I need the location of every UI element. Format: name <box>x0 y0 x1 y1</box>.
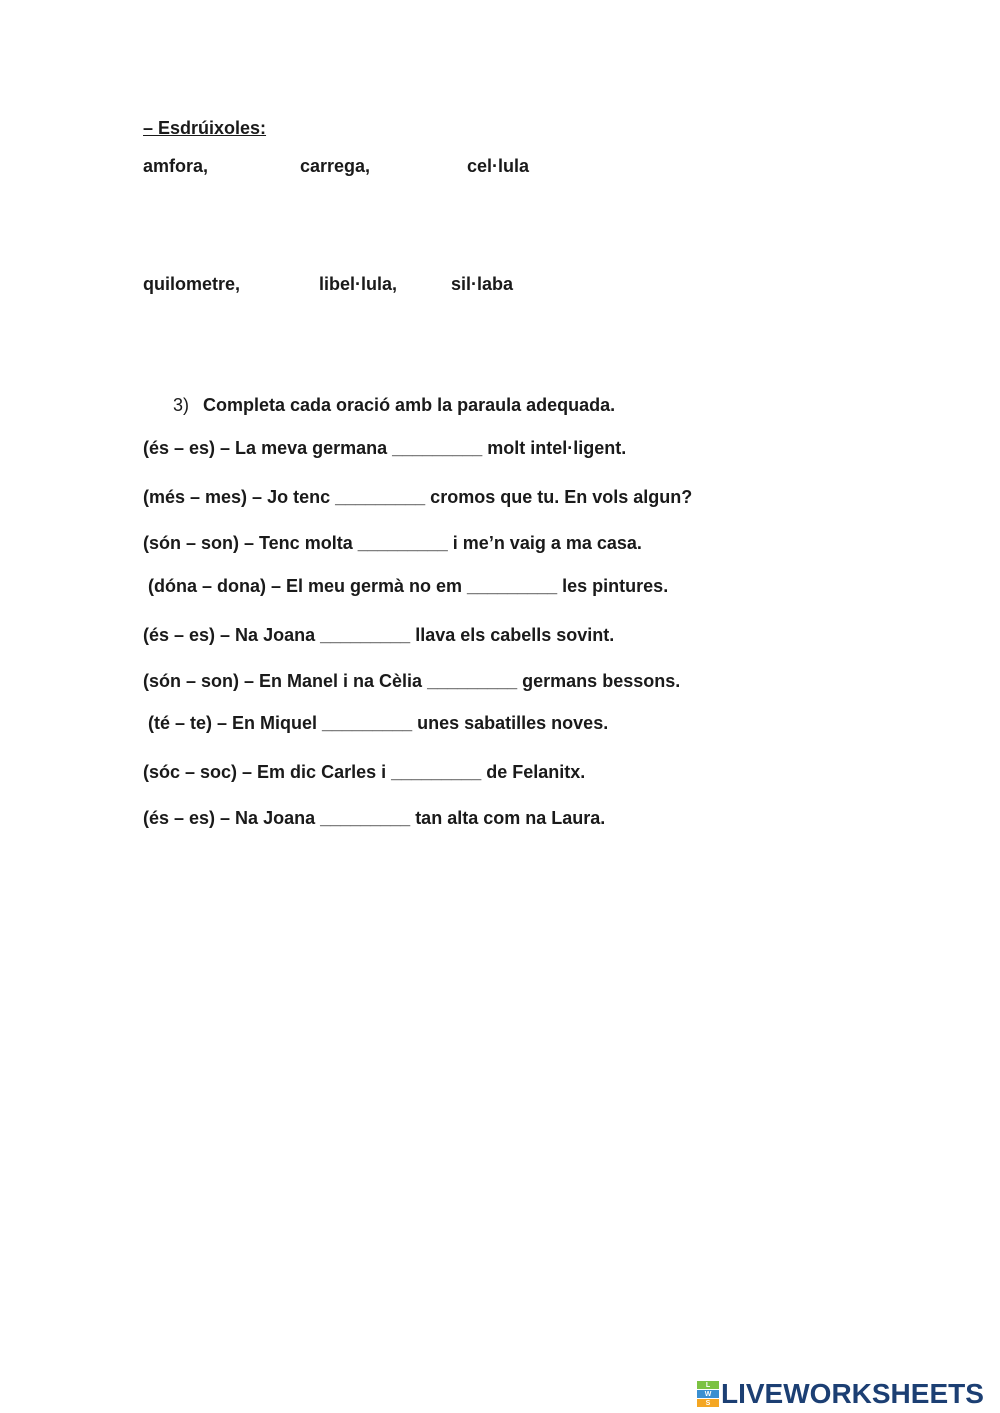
sentence-item: (són – son) – Tenc molta _________ i me’n vaig a ma casa. <box>143 533 642 553</box>
sentence-item: (és – es) – Na Joana _________ llava els cabells sovint. <box>143 625 615 645</box>
word-item: quilometre, <box>143 274 241 294</box>
sentence-item: (té – te) – En Miquel _________ unes sabatilles noves. <box>143 713 609 733</box>
sentence-item: (dóna – dona) – El meu germà no em _________ les pintures. <box>143 576 669 596</box>
word-item: amfora, <box>143 156 209 176</box>
sentence-item: (és – es) – La meva germana _________ molt intel·ligent. <box>143 438 627 458</box>
logo-letter: L <box>697 1381 719 1389</box>
sentence-item: (sóc – soc) – Em dic Carles i _________ de Felanitx. <box>143 762 586 782</box>
word-item: libel·lula, <box>319 274 398 294</box>
logo-letter: W <box>697 1390 719 1398</box>
sentence-item: (són – son) – En Manel i na Cèlia _________ germans bessons. <box>143 671 681 691</box>
liveworksheets-logo <box>697 1378 984 1410</box>
logo-mark-icon <box>697 1381 719 1407</box>
word-item: sil·laba <box>451 274 514 294</box>
logo-letter: S <box>697 1399 719 1407</box>
logo-text: LIVEWORKSHEETS <box>721 1378 984 1409</box>
sentence-item: (més – mes) – Jo tenc _________ cromos que tu. En vols algun? <box>143 487 693 507</box>
exercise-instruction: Completa cada oració amb la paraula adequada. <box>203 395 616 415</box>
section-heading: – Esdrúixoles: <box>143 118 267 138</box>
word-item: carrega, <box>300 156 371 176</box>
sentence-item: (és – es) – Na Joana _________ tan alta com na Laura. <box>143 808 606 828</box>
exercise-number: 3) <box>173 395 190 415</box>
word-item: cel·lula <box>467 156 530 176</box>
